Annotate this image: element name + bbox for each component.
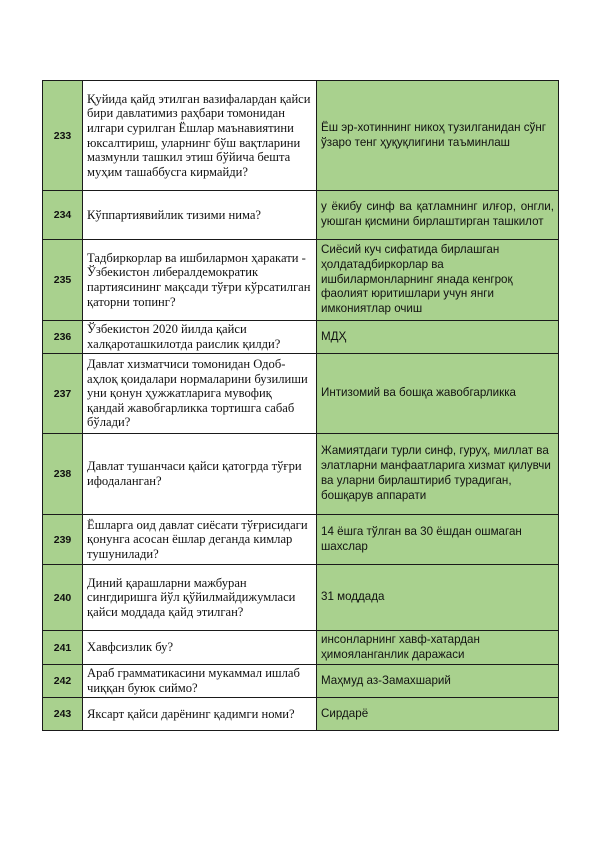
row-number: 234 bbox=[43, 191, 83, 240]
table-row bbox=[43, 565, 559, 631]
row-number: 239 bbox=[43, 515, 83, 565]
question-cell: Давлат хизматчиси томонидан Одоб-аҳлоқ қоидалари нормаларини бузилиши уни қонун ҳужжатларига мувофиқ қандай жавобгарликка тортишга сабаб бўлади? bbox=[83, 354, 317, 434]
qa-table bbox=[42, 80, 559, 731]
table-row bbox=[43, 665, 559, 698]
answer-cell: инсонларнинг хавф-хатардан ҳимояланганлик даражаси bbox=[317, 631, 559, 665]
question-cell: Яксарт қайси дарёнинг қадимги номи? bbox=[83, 698, 317, 731]
table-row bbox=[43, 434, 559, 515]
answer-cell: Маҳмуд аз-Замахшарий bbox=[317, 665, 559, 698]
question-cell: Ўзбекистон 2020 йилда қайси халқароташкилотда раислик қилди? bbox=[83, 321, 317, 354]
table-row bbox=[43, 515, 559, 565]
table-row bbox=[43, 81, 559, 191]
question-cell: Қуйида қайд этилган вазифалардан қайси бири давлатимиз раҳбари томонидан илгари сурилган Ёшлар маънавиятини юксалтириш, уларнинг бўш вақтларини мазмунли ташкил этиш бўйича бешта муҳим ташаббусга кирмайди? bbox=[83, 81, 317, 191]
question-cell: Кўппартиявийлик тизими нима? bbox=[83, 191, 317, 240]
answer-cell: Жамиятдаги турли синф, гуруҳ, миллат ва элатларни манфаатларига хизмат қилувчи ва уларни бирлаштириб турадиган, бошқарув аппарати bbox=[317, 434, 559, 515]
table-row bbox=[43, 698, 559, 731]
question-cell: Тадбиркорлар ва ишбилармон ҳаракати - Ўзбекистон либералдемократик партиясининг мақсади тўғри кўрсатилган қаторни топинг? bbox=[83, 240, 317, 321]
answer-cell: у ёкибу синф ва қатламнинг илғор, онгли, уюшган қисмини бирлаштирган ташкилот bbox=[317, 191, 559, 240]
row-number: 241 bbox=[43, 631, 83, 665]
answer-cell: Сиёсий куч сифатида бирлашган ҳолдатадбиркорлар ва ишбилармонларнинг янада кенгроқ фаолият юритишлари учун янги имкониятлар очиш bbox=[317, 240, 559, 321]
table-row bbox=[43, 631, 559, 665]
answer-cell: Интизомий ва бошқа жавобгарликка bbox=[317, 354, 559, 434]
table-row bbox=[43, 191, 559, 240]
row-number: 237 bbox=[43, 354, 83, 434]
answer-cell: Сирдарё bbox=[317, 698, 559, 731]
row-number: 238 bbox=[43, 434, 83, 515]
answer-cell: Ёш эр-хотиннинг никоҳ тузилганидан сўнг ўзаро тенг ҳуқуқлигини таъминлаш bbox=[317, 81, 559, 191]
table-row bbox=[43, 240, 559, 321]
answer-cell: 14 ёшга тўлган ва 30 ёшдан ошмаган шахслар bbox=[317, 515, 559, 565]
answer-cell: 31 моддада bbox=[317, 565, 559, 631]
question-cell: Ёшларга оид давлат сиёсати тўғрисидаги қонунга асосан ёшлар деганда кимлар тушунилади? bbox=[83, 515, 317, 565]
question-cell: Хавфсизлик бу? bbox=[83, 631, 317, 665]
row-number: 236 bbox=[43, 321, 83, 354]
answer-cell: МДҲ bbox=[317, 321, 559, 354]
row-number: 242 bbox=[43, 665, 83, 698]
table-row bbox=[43, 321, 559, 354]
question-cell: Диний қарашларни мажбуран сингдиришга йўл қўйилмайдижумласи қайси моддада қайд этилган? bbox=[83, 565, 317, 631]
question-cell: Давлат тушанчаси қайси қатогрда тўғри ифодаланган? bbox=[83, 434, 317, 515]
question-cell: Араб грамматикасини мукаммал ишлаб чиққан буюк сиймо? bbox=[83, 665, 317, 698]
row-number: 233 bbox=[43, 81, 83, 191]
row-number: 235 bbox=[43, 240, 83, 321]
row-number: 240 bbox=[43, 565, 83, 631]
row-number: 243 bbox=[43, 698, 83, 731]
table-row bbox=[43, 354, 559, 434]
